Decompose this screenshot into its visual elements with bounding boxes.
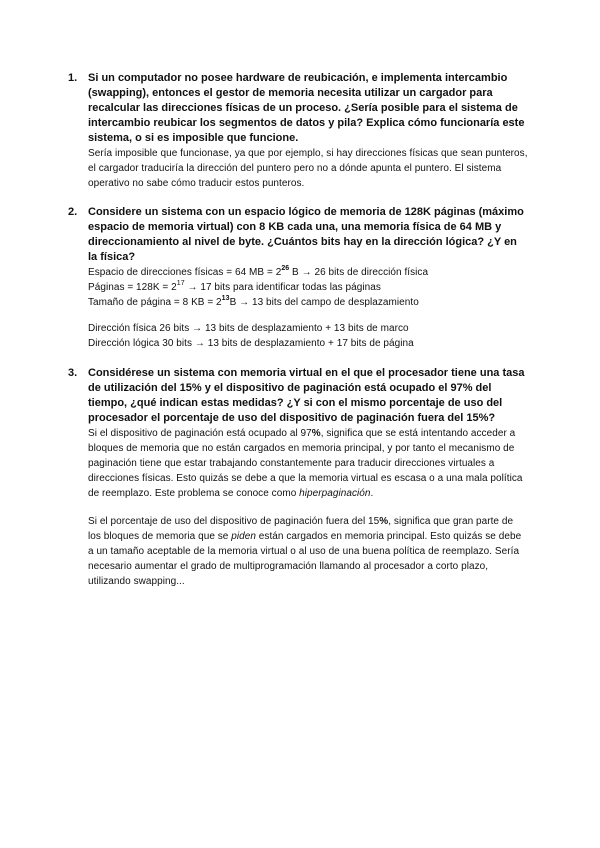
answer-paragraph: Si el porcentaje de uso del dispositivo de paginación fuera del 15%, significa que gran parte de los bloques de memoria que se piden están cargados en memoria principal. Esto quizás se debe a un tamaño aceptable de la memoria virtual o al uso de una buena política de reemplazo. Sería necesario aumentar el grado de multiprogramación llamando al procesador a corto plazo, utilizando swapping... xyxy=(88,516,522,587)
answer-paragraph: Si el dispositivo de paginación está ocupado al 97%, significa que se está intentando acceder a bloques de memoria que no están cargados en memoria principal, y por tanto el mecanismo de paginación tiene que estar trabajando constantemente para traducir direcciones virtuales a direcciones físicas. Esto quizás se debe a que la memoria virtual es escasa o a una mala política de reemplazo. Este problema se conoce como hiperpaginación. xyxy=(88,428,523,499)
answer-text: Sería imposible que funcionase, ya que por ejemplo, si hay direcciones físicas que sean punteros, el cargador traduciría la dirección del puntero pero no a dónde apunta el puntero. El sistema operativo no sabe cómo traducir estos punteros. xyxy=(88,148,528,189)
question-3 xyxy=(68,366,528,589)
question-number: 1. xyxy=(68,72,78,84)
question-number: 3. xyxy=(68,367,78,379)
question-text: Considérese un sistema con memoria virtual en el que el procesador tiene una tasa de utilización del 15% y el dispositivo de paginación está ocupado el 97% del tiempo, ¿qué indican estas medidas? ¿Y si con el mismo porcentaje de uso del procesador el porcentaje de uso del dispositivo de paginación fuera del 15%? xyxy=(88,367,525,424)
answer-line: Tamaño de página = 8 KB = $2^{13}B \to 13$ bits del campo de desplazamiento xyxy=(88,294,419,308)
question-text: Considere un sistema con un espacio lógico de memoria de 128K páginas (máximo espacio de memoria virtual) con 8 KB cada una, una memoria física de 64 MB y direccionamiento al nivel de byte. ¿Cuántos bits hay en la dirección lógica? ¿Y en la física? xyxy=(88,206,524,263)
answer-line: Dirección lógica 30 bits → 13 bits de desplazamiento + 17 bits de página xyxy=(88,338,414,349)
question-text: Si un computador no posee hardware de reubicación, e implementa intercambio (swapping), entonces el gestor de memoria necesita utilizar un cargador para recalcular las direcciones físicas de un proceso. ¿Sería posible para el sistema de intercambio reubicar los segmentos de datos y pila? Explica cómo funcionaría este sistema, o si es imposible que funcione. xyxy=(88,72,525,144)
answer-line: Dirección física 26 bits → 13 bits de desplazamiento + 13 bits de marco xyxy=(88,323,409,334)
question-2 xyxy=(68,205,528,351)
answer-line: Espacio de direcciones físicas = 64 MB = $2^{26}$ B → 26 bits de dirección física xyxy=(88,264,429,278)
question-number: 2. xyxy=(68,206,78,218)
question-1 xyxy=(68,71,528,191)
answer-line: Páginas = $128K = 2^{17} \to 17$ bits para identificar todas las páginas xyxy=(88,279,381,293)
